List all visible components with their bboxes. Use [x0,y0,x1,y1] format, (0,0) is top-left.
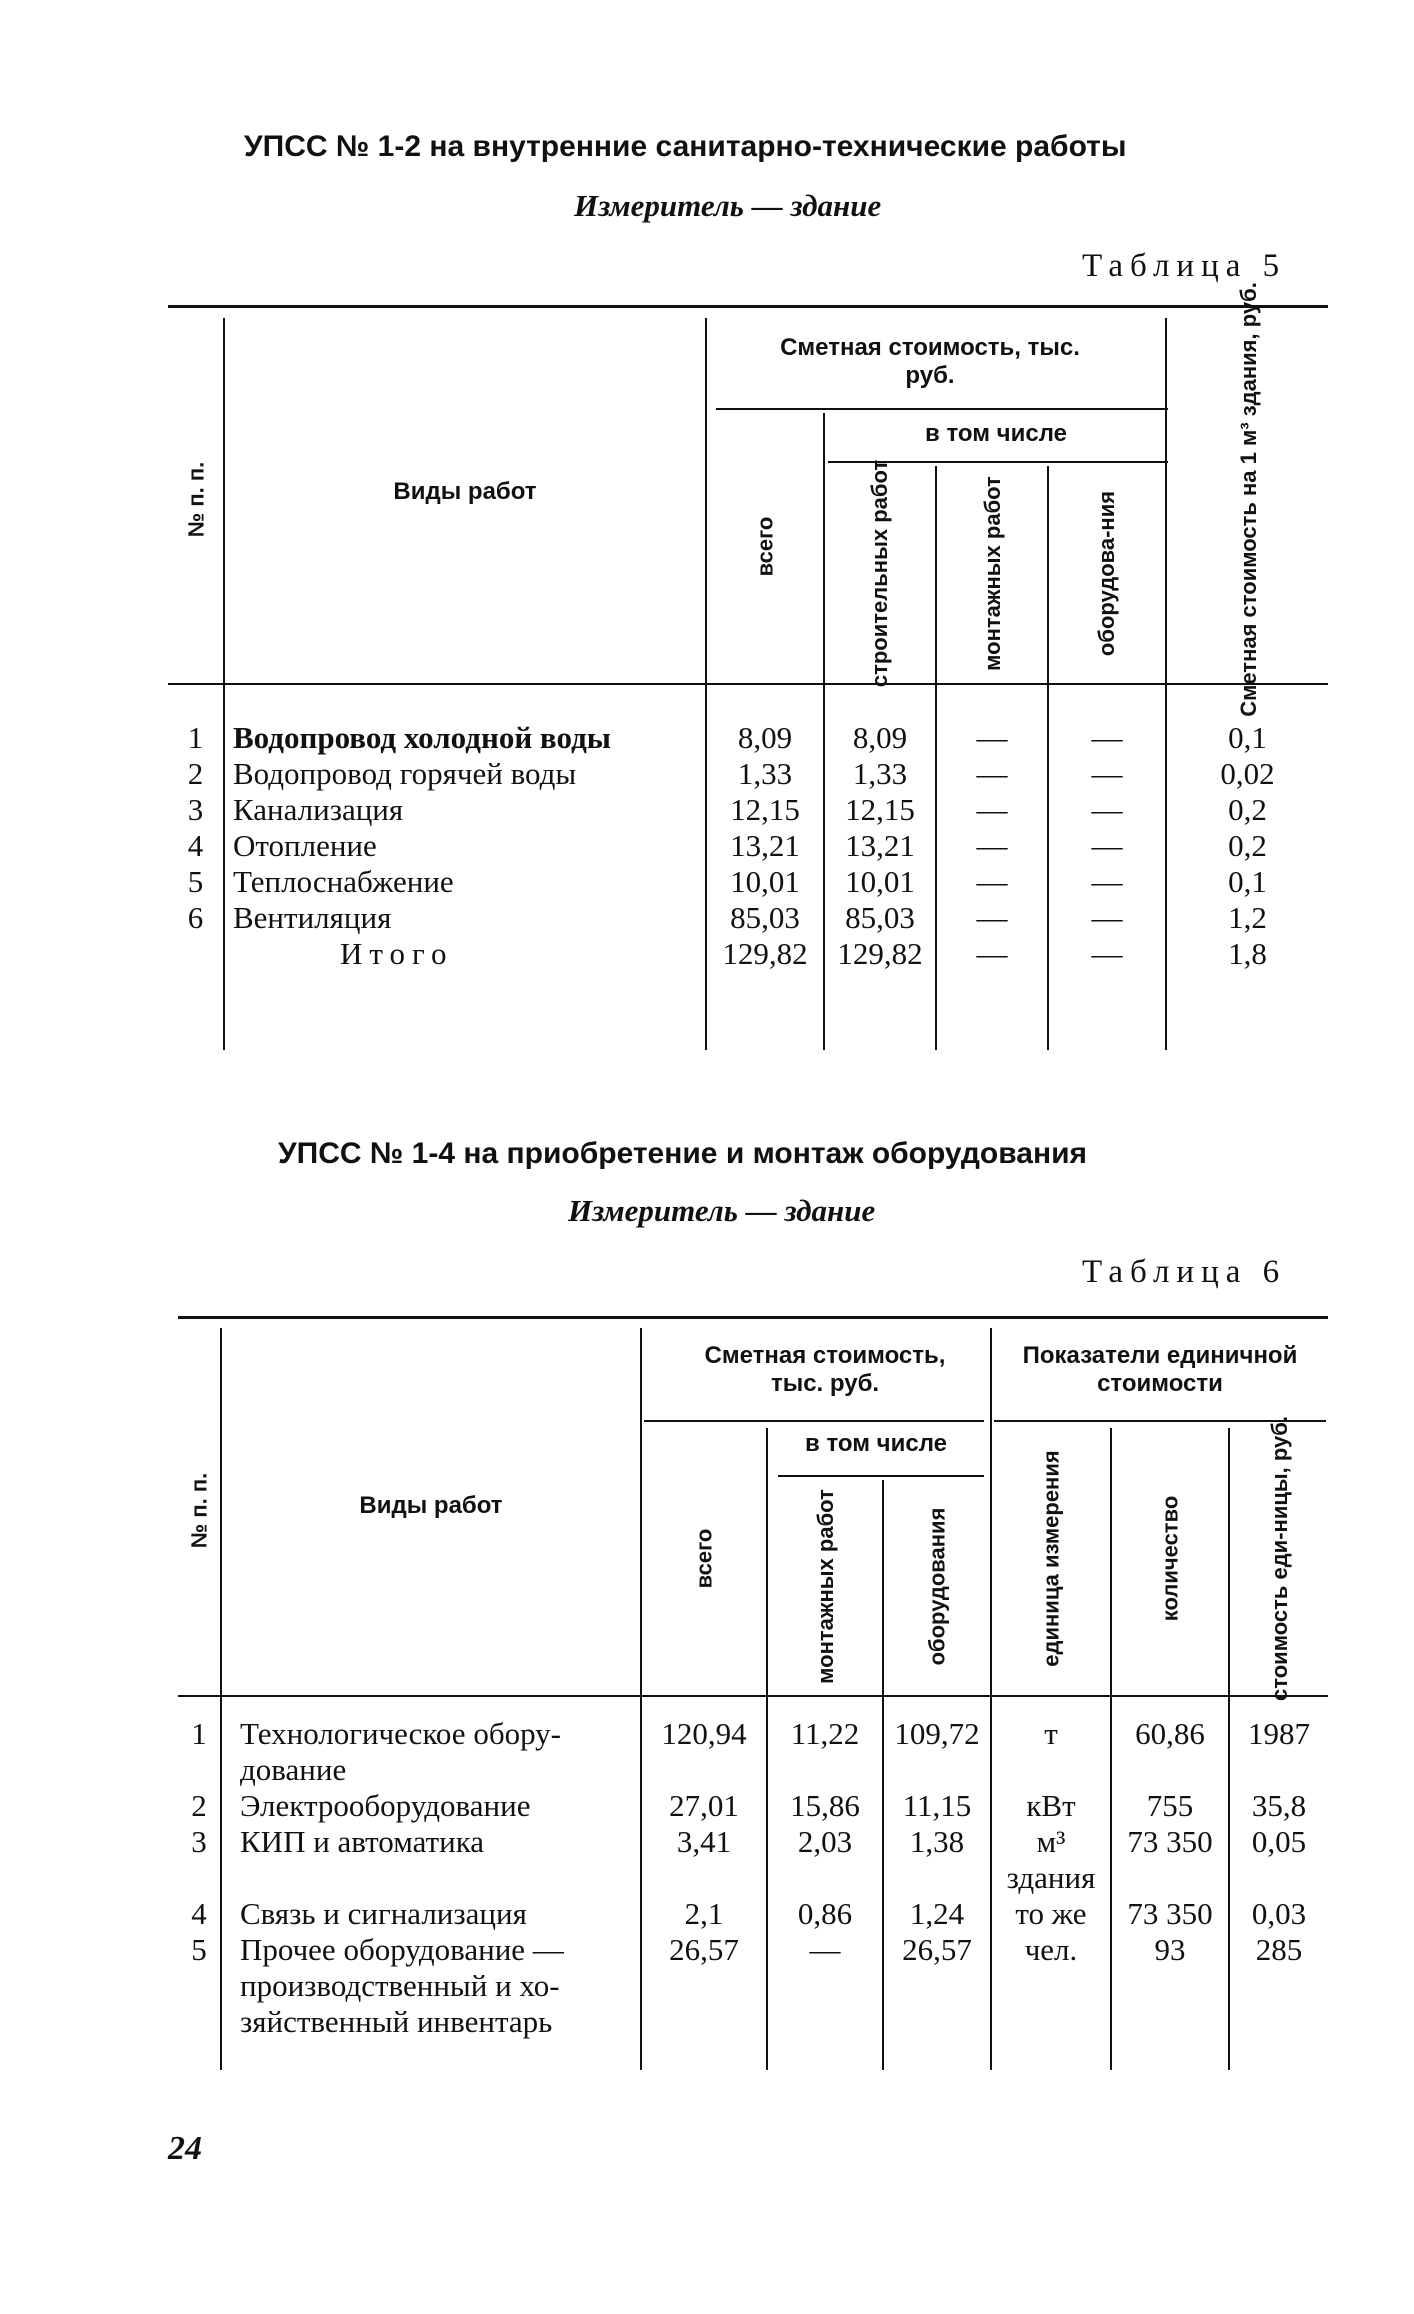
row-equip: — [1091,936,1123,971]
row-num: 4 [191,1896,207,1931]
row-equip: — [1091,792,1123,827]
row-name: Водопровод горячей воды [233,756,577,791]
row-install: 15,86 [790,1788,860,1823]
row-name-cont: дование [240,1752,347,1787]
t6-header-incl: в том числе [805,1430,947,1457]
t5-header-works: Виды работ [393,478,537,505]
total-label: Итого [340,936,454,971]
row-total: 26,57 [669,1932,739,1967]
t5-header-total: всего [751,516,777,576]
t6-header-unit-cost: стоимость еди-ницы, руб. [1267,1415,1293,1701]
row-unit: то же [1015,1896,1087,1931]
row-per-m3: 0,1 [1228,864,1267,899]
row-equip: — [1091,756,1123,791]
t5-header-per-m3: Сметная стоимость на 1 м³ здания, руб. [1235,281,1261,717]
t6-header-install: монтажных работ [812,1488,838,1684]
t5-header-cost: Сметная стоимость, тыс. руб. [780,334,1080,389]
table5-title: УПСС № 1-2 на внутренние санитарно-технические работы [244,130,1127,163]
t6-header-num: № п. п. [186,1472,212,1548]
t5-header-num: № п. п. [183,461,208,537]
row-install: — [976,828,1008,863]
row-total: 13,21 [730,828,800,863]
t6-header-equip: оборудования [924,1507,950,1665]
row-equip: — [1091,828,1123,863]
row-per-m3: 0,02 [1220,756,1275,791]
row-num: 3 [187,792,204,827]
row-total: 120,94 [661,1716,747,1751]
row-num: 5 [187,864,204,899]
t6-header-qty: количество [1157,1495,1183,1621]
t5-header-incl: в том числе [925,420,1067,447]
row-unit-cost: 35,8 [1251,1788,1307,1823]
row-equip: — [1091,900,1123,935]
row-name: Прочее оборудование — [240,1932,564,1967]
row-equip: — [1091,864,1123,899]
t5-header-equip: оборудова-ния [1094,490,1120,656]
row-total: 85,03 [730,900,800,935]
row-name: Канализация [233,792,404,827]
row-num: 2 [187,756,204,791]
row-name: Водопровод холодной воды [233,720,611,755]
row-install: — [976,720,1008,755]
row-install: — [976,900,1008,935]
row-install: 11,22 [790,1716,860,1751]
row-unit: м³ [1036,1824,1066,1859]
row-total: 2,1 [684,1896,724,1931]
row-equip: 1,24 [909,1896,965,1931]
row-construct: 85,03 [845,900,915,935]
row-total: 1,33 [737,756,793,791]
row-install: 2,03 [797,1824,853,1859]
row-unit-cont: здания [1006,1860,1096,1895]
row-name: Вентиляция [233,900,392,935]
row-per-m3: 0,2 [1228,828,1267,863]
row-unit-cost: 285 [1255,1932,1303,1967]
row-install: 0,86 [797,1896,853,1931]
row-unit-cost: 1987 [1248,1716,1310,1751]
row-install: — [976,756,1008,791]
page-number: 24 [168,2130,202,2167]
row-name: Отопление [233,828,377,863]
row-num: 3 [191,1824,207,1859]
row-name-cont: производственный и хо- [240,1968,560,2003]
row-equip: — [1091,720,1123,755]
row-per-m3: 1,2 [1228,900,1267,935]
row-construct: 129,82 [837,936,923,971]
row-unit: кВт [1026,1788,1076,1823]
row-construct: 13,21 [845,828,915,863]
row-total: 129,82 [722,936,808,971]
row-unit-cost: 0,05 [1251,1824,1307,1859]
t5-header-install: монтажных работ [979,475,1005,671]
row-total: 10,01 [730,864,800,899]
row-num: 2 [191,1788,207,1823]
row-construct: 8,09 [852,720,908,755]
t6-header-cost: Сметная стоимость, тыс. руб. [704,1342,946,1397]
row-name: Технологическое обору- [240,1716,562,1751]
row-total: 3,41 [676,1824,732,1859]
row-name: КИП и автоматика [240,1824,485,1859]
row-name: Теплоснабжение [233,864,454,899]
row-total: 12,15 [730,792,800,827]
row-name: Связь и сигнализация [240,1896,527,1931]
row-num: 1 [191,1716,207,1751]
table6-measure: Измеритель — здание [568,1193,876,1228]
row-unit: т [1044,1716,1058,1751]
table5-label: Таблица 5 [1082,248,1287,284]
t6-header-total: всего [691,1528,717,1588]
row-construct: 1,33 [852,756,908,791]
row-equip: 26,57 [902,1932,972,1967]
table6-title: УПСС № 1-4 на приобретение и монтаж оборудования [278,1137,1088,1170]
table6-label: Таблица 6 [1082,1254,1287,1290]
table5-measure: Измеритель — здание [574,188,882,223]
row-per-m3: 0,2 [1228,792,1267,827]
row-unit: чел. [1024,1932,1078,1967]
row-qty: 60,86 [1135,1716,1205,1751]
row-total: 27,01 [669,1788,739,1823]
row-total: 8,09 [737,720,793,755]
row-construct: 12,15 [845,792,915,827]
row-num: 1 [187,720,204,755]
row-install: — [809,1932,841,1967]
row-qty: 73 350 [1127,1896,1213,1931]
t6-header-indicators: Показатели единичной стоимости [1022,1342,1298,1397]
row-per-m3: 0,1 [1228,720,1267,755]
row-num: 4 [187,828,204,863]
row-num: 5 [191,1932,207,1967]
t6-header-works: Виды работ [359,1492,503,1519]
t6-header-unit: единица измерения [1038,1449,1064,1667]
row-name: Электрооборудование [240,1788,531,1823]
row-qty: 73 350 [1127,1824,1213,1859]
row-install: — [976,864,1008,899]
row-name-cont: зяйственный инвентарь [240,2004,553,2039]
row-construct: 10,01 [845,864,915,899]
row-per-m3: 1,8 [1228,936,1267,971]
row-equip: 1,38 [909,1824,965,1859]
row-unit-cost: 0,03 [1251,1896,1307,1931]
row-qty: 93 [1154,1932,1186,1967]
row-install: — [976,792,1008,827]
row-num: 6 [187,900,204,935]
t5-header-construct: строительных работ [867,459,893,687]
row-equip: 109,72 [894,1716,980,1751]
row-qty: 755 [1146,1788,1194,1823]
row-equip: 11,15 [902,1788,972,1823]
row-install: — [976,936,1008,971]
